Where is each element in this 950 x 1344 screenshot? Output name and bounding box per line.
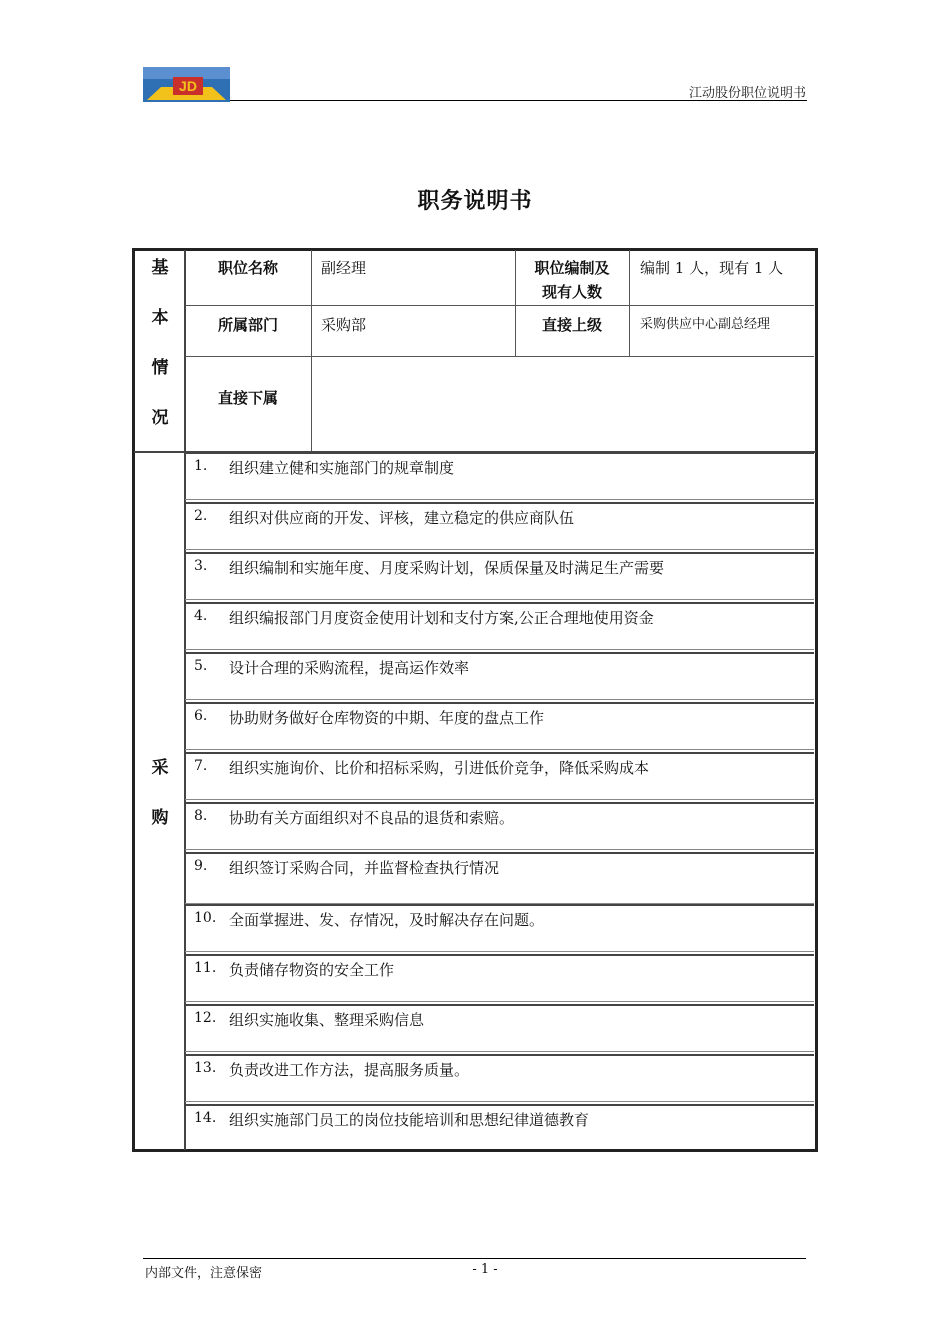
- duty-number: 13.: [194, 1060, 217, 1076]
- duty-text: 组织实施收集、整理采购信息: [229, 1011, 425, 1029]
- duty-text: 组织建立健和实施部门的规章制度: [229, 459, 455, 477]
- duty-row: [185, 852, 814, 904]
- duty-row: [185, 602, 814, 650]
- duty-text: 组织实施部门员工的岗位技能培训和思想纪律道德教育: [229, 1111, 590, 1129]
- duty-text: 组织编报部门月度资金使用计划和支付方案,公正合理地使用资金: [229, 609, 654, 627]
- headcount-value: 编制 1 人，现有 1 人: [640, 259, 784, 277]
- duty-number: 14.: [194, 1110, 217, 1126]
- duty-number: 3.: [194, 558, 208, 574]
- duty-row: [185, 652, 814, 700]
- divider: [185, 356, 814, 357]
- department-label: 所属部门: [217, 316, 278, 334]
- page-number: - 1 -: [472, 1262, 498, 1277]
- duty-text: 设计合理的采购流程，提高运作效率: [229, 659, 470, 677]
- duty-row: [185, 802, 814, 850]
- header-rule: [230, 100, 807, 101]
- divider: [185, 305, 814, 306]
- headcount-label: [515, 256, 629, 304]
- duty-text: 协助有关方面组织对不良品的退货和索赔。: [229, 809, 515, 827]
- basic-label-char: 况: [151, 408, 169, 428]
- duty-row: [185, 1004, 814, 1052]
- company-logo: [143, 67, 230, 102]
- subordinate-label: 直接下属: [217, 389, 278, 407]
- duty-row: [185, 1104, 814, 1152]
- duty-number: 7.: [194, 758, 208, 774]
- basic-label-char: 基: [151, 258, 169, 278]
- duty-number: 4.: [194, 608, 208, 624]
- duty-number: 8.: [194, 808, 208, 824]
- duty-text: 全面掌握进、发、存情况，及时解决存在问题。: [229, 911, 545, 929]
- duty-number: 10.: [194, 910, 217, 926]
- position-name-value: 副经理: [321, 259, 367, 277]
- duty-row: [185, 452, 814, 500]
- duty-row: [185, 904, 814, 952]
- headcount-label-line2: 现有人数: [541, 283, 602, 301]
- duty-text: 负责储存物资的安全工作: [229, 961, 395, 979]
- duty-row: [185, 502, 814, 550]
- duty-number: 1.: [194, 458, 208, 474]
- header-doc-name: 江动股份职位说明书: [688, 86, 806, 101]
- duty-row: [185, 954, 814, 1002]
- duty-text: 组织编制和实施年度、月度采购计划，保质保量及时满足生产需要: [229, 559, 665, 577]
- document-title: 职务说明书: [417, 189, 533, 214]
- duty-text: 组织对供应商的开发、评核，建立稳定的供应商队伍: [229, 509, 575, 527]
- duty-text: 负责改进工作方法，提高服务质量。: [229, 1061, 470, 1079]
- divider: [629, 250, 630, 357]
- duty-row: [185, 752, 814, 800]
- footer-rule: [143, 1258, 806, 1259]
- duty-text: 组织实施询价、比价和招标采购，引进低价竞争，降低采购成本: [229, 759, 650, 777]
- footer-confidential: 内部文件，注意保密: [145, 1266, 263, 1281]
- position-name-label: 职位名称: [217, 259, 278, 277]
- duty-row: [185, 552, 814, 600]
- duty-text: 组织签订采购合同，并监督检查执行情况: [229, 859, 500, 877]
- department-value: 采购部: [321, 316, 367, 334]
- basic-section-label: [134, 243, 186, 443]
- superior-value: 采购供应中心副总经理: [640, 317, 771, 332]
- duties-label-char: 购: [151, 808, 169, 828]
- duty-text: 协助财务做好仓库物资的中期、年度的盘点工作: [229, 709, 545, 727]
- headcount-label-line1: 职位编制及: [534, 259, 610, 277]
- duty-number: 9.: [194, 858, 208, 874]
- duty-number: 11.: [194, 960, 217, 976]
- duty-number: 12.: [194, 1010, 217, 1026]
- divider: [311, 250, 312, 452]
- duty-number: 5.: [194, 658, 208, 674]
- basic-label-char: 本: [151, 308, 169, 328]
- duty-row: [185, 702, 814, 750]
- duties-label-char: 采: [151, 758, 169, 778]
- duties-section-label: [134, 743, 186, 843]
- duty-number: 6.: [194, 708, 208, 724]
- logo-text: JD: [179, 78, 197, 94]
- basic-label-char: 情: [151, 358, 169, 378]
- duty-row: [185, 1054, 814, 1102]
- superior-label: 直接上级: [541, 316, 602, 334]
- duty-number: 2.: [194, 508, 208, 524]
